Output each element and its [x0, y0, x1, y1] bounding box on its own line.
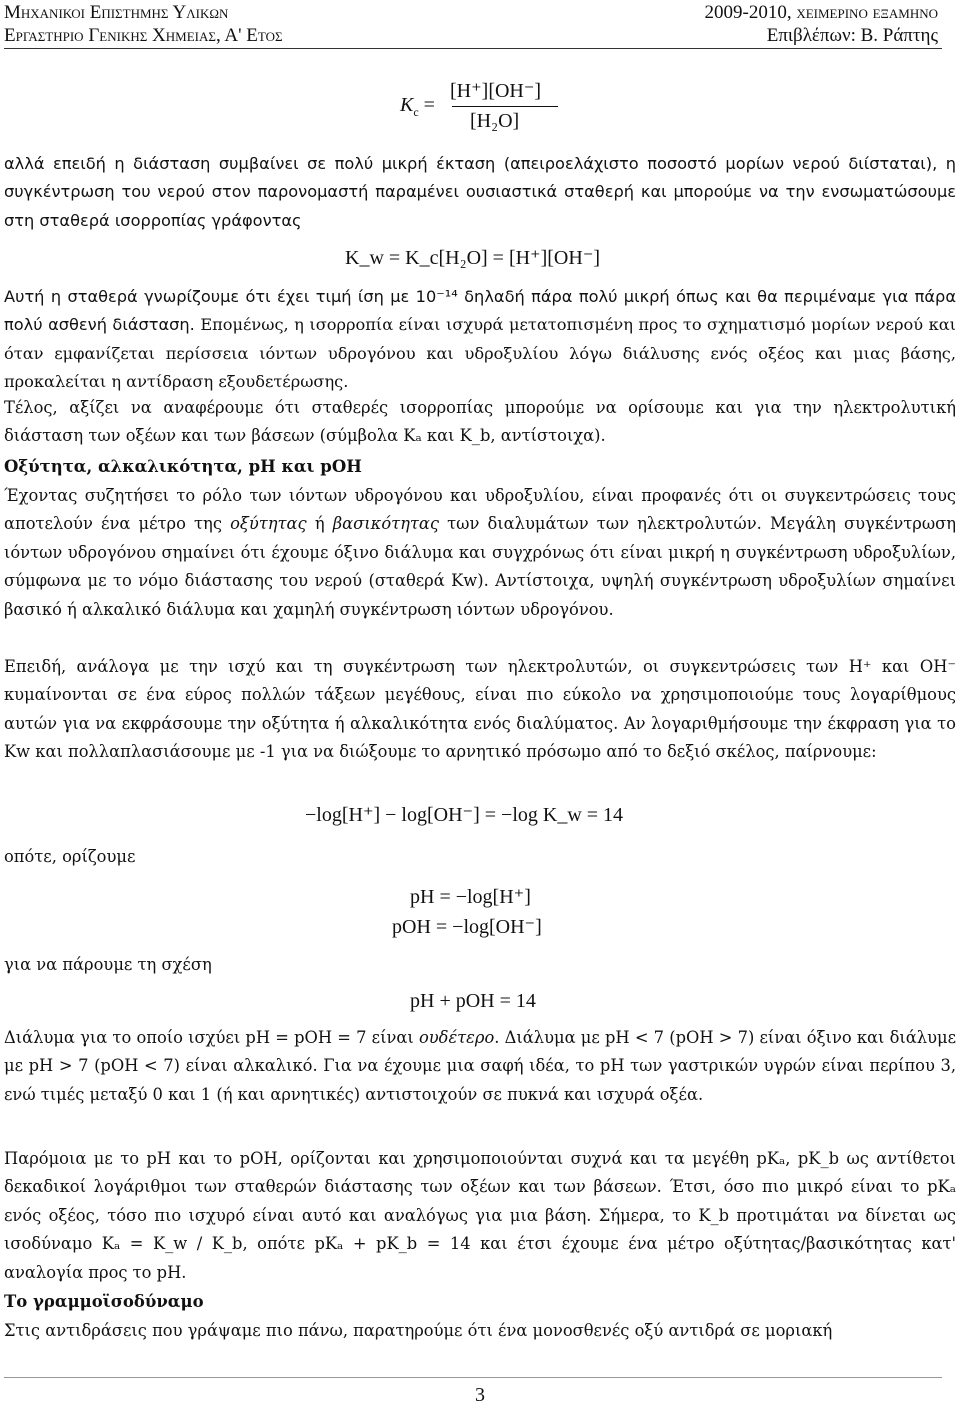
section-heading-acidity: Οξύτητα, αλκαλικότητα, pH και pOH: [4, 457, 362, 476]
text-to-get-relation: για να πάρουμε τη σχέση: [4, 955, 212, 974]
ph-definition: pH = −log[H⁺]: [410, 886, 531, 908]
footer-divider: [4, 1377, 942, 1378]
kw-equation: K_w = K_c[H₂O] = [H⁺][OH⁻]: [345, 247, 601, 269]
kc-fraction-bar: [452, 106, 558, 107]
paragraph-3: Τέλος, αξίζει να αναφέρουμε ότι σταθερές ισορροπίας μπορούμε να ορίσουμε και για την ηλεκτρολυτική διάσταση των οξέων και των βάσεων (σύμβολα Kₐ και K_b, αντίστοιχα).: [4, 398, 956, 446]
supervisor: Επιβλέπων: Β. Ράπτης: [766, 25, 938, 46]
log-equation: −log[H⁺] − log[OH⁻] = −log K_w = 14: [305, 804, 624, 826]
section-heading-equivalent: Το γραμμοϊσοδύναμο: [4, 1292, 204, 1311]
academic-year: 2009-2010, χειμερινο εξαμηνο: [704, 2, 938, 23]
paragraph-7: Παρόμοια με το pH και το pOH, ορίζονται και χρησιμοποιούνται συχνά και τα μεγέθη pKₐ, pK_b ως αντίθετοι δεκαδικοί λογάριθμοι των σταθερών διάστασης των οξέων και των βάσεων. Έτσι, όσο πιο μικρό είναι το pKₐ ενός οξέος, τόσο πιο ισχυρό είναι αυτό και αναλόγως για μια βάση. Σήμερα, το K_b προτιμάται να δίνεται ως ισοδύναμο Kₐ = K_w / K_b, οπότε pKₐ + pK_b = 14 και έτσι έχουμε ένα μέτρο οξύτητας/βασικότητας κατ' αναλογία προς το pH.: [4, 1149, 956, 1282]
paragraph-1: αλλά επειδή η διάσταση συμβαίνει σε πολύ μικρή έκταση (απειροελάχιστο ποσοστό μορίων νερού διίσταται), η συγκέντρωση του νερού στον παρονομαστή παραμένει ουσιαστικά σταθερή και μπορούμε να την ενσωματώσουμε στη σταθερά ισορροπίας γράφοντας: [4, 154, 956, 230]
course-title: Μηχανικοι Επιστημης Υλικων: [4, 2, 229, 23]
header-divider: [4, 48, 942, 49]
paragraph-8: Στις αντιδράσεις που γράψαμε πιο πάνω, παρατηρούμε ότι ένα μονοσθενές οξύ αντιδρά σε μοριακή: [4, 1321, 833, 1340]
kc-lhs: $K_c$ =: [400, 94, 435, 119]
paragraph-5: Επειδή, ανάλογα με την ισχύ και τη συγκέντρωση των ηλεκτρολυτών, οι συγκεντρώσεις των H⁺ και OH⁻ κυμαίνονται σε ένα εύρος πολλών τάξεων μεγέθους, είναι πιο εύκολο να χρησιμοποιούμε τους λογαρίθμους αυτών για να εκφράσουμε την οξύτητα ή αλκαλικότητα ενός διαλύματος. Αν λογαριθμήσουμε την έκφραση για το Kw και πολλαπλασιάσουμε με -1 για να διώξουμε το αρνητικό πρόσωμο από το δεξιό σκέλος, παίρνουμε:: [4, 657, 956, 762]
paragraph-6: Διάλυμα για το οποίο ισχύει pH = pOH = 7 είναι ουδέτερο. Διάλυμα με pH < 7 (pOH > 7) είναι όξινο και διάλυμε με pH > 7 (pOH < 7) είναι αλκαλικό. Για να έχουμε μια σαφή ιδέα, το pH των γαστρικών υγρών είναι περίπου 3, ενώ τιμές μεταξύ 0 και 1 (ή και αρνητικές) αντιστοιχούν σε πυκνά και ισχυρά οξέα.: [4, 1028, 957, 1104]
kc-numerator: [H⁺][OH⁻]: [450, 80, 542, 102]
paragraph-2: Αυτή η σταθερά γνωρίζουμε ότι έχει τιμή ίση με 10⁻¹⁴ δηλαδή πάρα πολύ μικρή όπως και θα περιμέναμε για πάρα πολύ ασθενή διάσταση. Επομένως, η ισορροπία είναι ισχυρά μετατοπισμένη προς το σχηματισμό μορίων νερού και όταν εμφανίζεται περίσσεια ιόντων υδρογόνου και υδροξυλίου λόγω διάλυσης ενός οξέος και μιας βάσης, προκαλείται η αντίδραση εξουδετέρωσης.: [4, 287, 956, 392]
page-number: 3: [475, 1384, 485, 1406]
ph-poh-sum: pH + pOH = 14: [410, 990, 536, 1012]
text-then-define: οπότε, ορίζουμε: [4, 847, 136, 866]
kc-denominator: [H₂O]: [470, 110, 520, 132]
paragraph-4: Έχοντας συζητήσει το ρόλο των ιόντων υδρογόνου και υδροξυλίου, είναι προφανές ότι οι συγκεντρώσεις τους αποτελούν ένα μέτρο της οξύτητας ή βασικότητας των διαλυμάτων των ηλεκτρολυτών. Μεγάλη συγκέντρωση ιόντων υδρογόνου σημαίνει ότι έχουμε όξινο διάλυμα και συγχρόνως ότι είναι μικρή η συγκέντρωση υδροξυλίων, σύμφωνα με το νόμο διάστασης του νερού (σταθερά Kw). Αντίστοιχα, υψηλή συγκέντρωση υδροξυλίων σημαίνει βασικό ή αλκαλικό διάλυμα και χαμηλή συγκέντρωση ιόντων υδρογόνου.: [4, 486, 956, 619]
poh-definition: pOH = −log[OH⁻]: [392, 916, 542, 938]
lab-title: Εργαστηριο Γενικης Χημειας, Α' Ετος: [4, 25, 283, 46]
